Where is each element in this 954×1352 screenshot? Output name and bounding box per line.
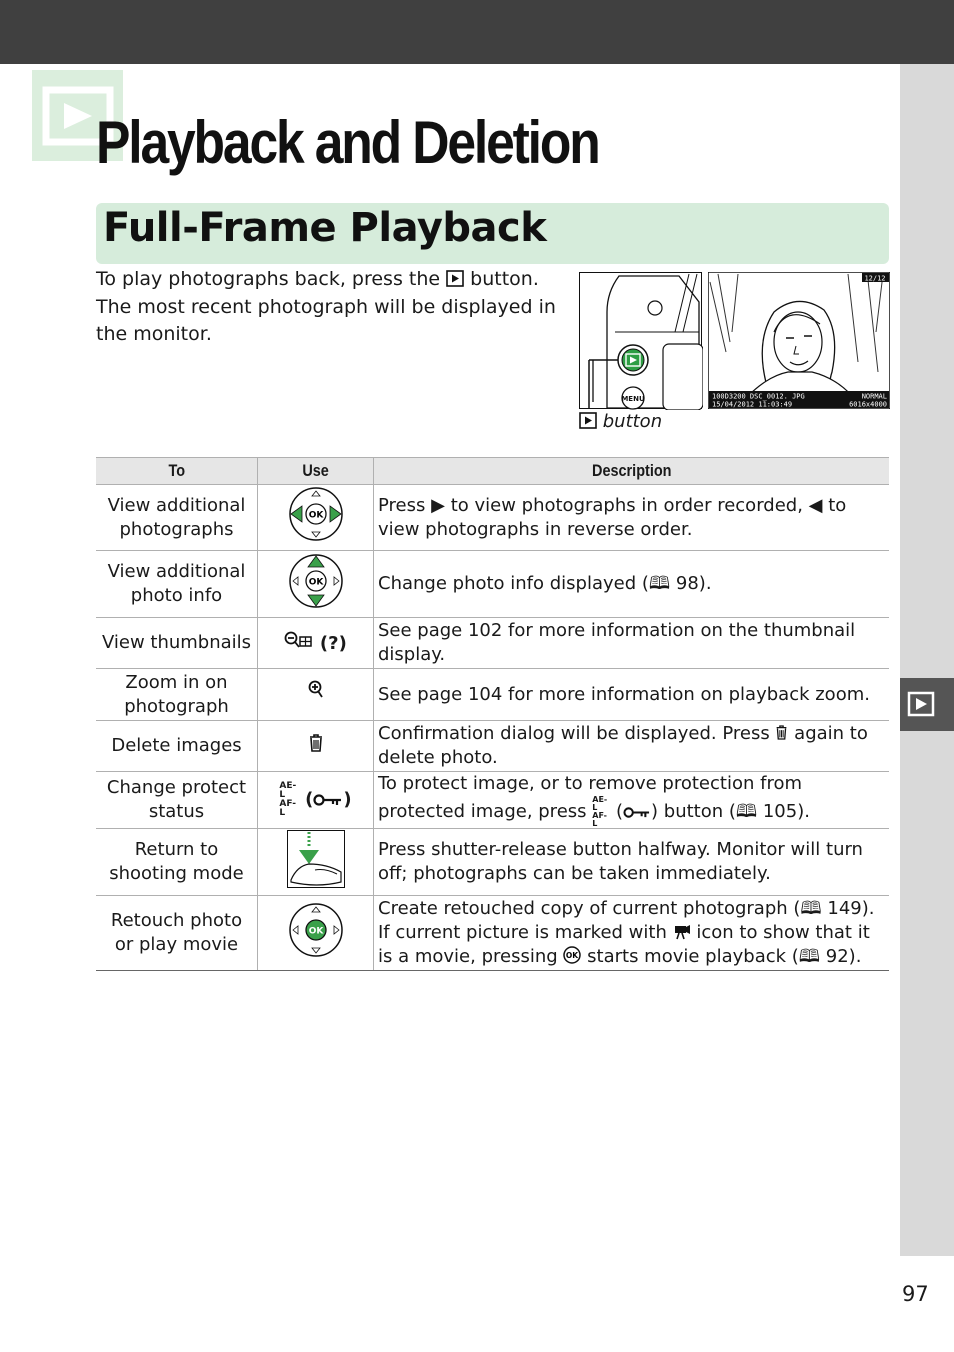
use-cell: [258, 485, 374, 551]
svg-text:OK: OK: [308, 926, 323, 936]
use-cell: [258, 829, 374, 896]
row-action: Zoom in on photograph: [96, 669, 258, 721]
use-cell: [258, 618, 374, 669]
figure-caption-text: button: [602, 411, 663, 432]
row-action: View thumbnails: [96, 618, 258, 669]
playback-operations-table: [96, 457, 889, 971]
row-action: Retouch photo or play movie: [96, 896, 258, 971]
use-cell: [258, 896, 374, 971]
chapter-title: Playback and Deletion: [96, 109, 599, 176]
table-header-row: [96, 458, 889, 485]
book-reference-icon: 🕮: [800, 898, 822, 919]
table-row: [96, 829, 889, 896]
multi-selector-left-right-icon: [288, 486, 344, 542]
row-description: See page 104 for more information on playback zoom.: [374, 669, 890, 721]
shutter-release-half-press-icon: [287, 830, 345, 888]
row-description: Press shutter-release button halfway. Monitor will turn off; photographs can be taken immediately.: [374, 829, 890, 896]
section-title: Full-Frame Playback: [103, 205, 547, 251]
chapter-sidebar: [900, 64, 954, 1256]
left-arrow-icon: ◀: [808, 494, 823, 516]
menu-button-label: MENU: [621, 395, 645, 403]
row-description: Create retouched copy of current photograph (🕮 149). If current picture is marked with icon to show that it is a movie, pressing OK starts movie playback (🕮 92).: [374, 896, 890, 971]
playback-tab-icon: [907, 690, 947, 720]
trash-icon: [308, 733, 324, 753]
multi-selector-ok-icon: [288, 902, 344, 958]
multi-selector-up-down-icon: [288, 553, 344, 609]
table-row: [96, 551, 889, 618]
svg-text:OK: OK: [308, 577, 323, 587]
thumbnail-zoom-out-icon: [284, 631, 314, 651]
use-cell: [258, 669, 374, 721]
header-use: Use: [258, 458, 374, 485]
movie-icon: [673, 924, 691, 940]
intro-text-b: button. The most recent photograph will be displayed in the monitor.: [96, 268, 556, 345]
chapter-tab[interactable]: [900, 678, 954, 731]
table-row: [96, 772, 889, 829]
book-reference-icon: 🕮: [648, 573, 671, 594]
table-row: [96, 896, 889, 971]
header-to: To: [96, 458, 258, 485]
top-bar: [0, 0, 954, 64]
row-description: To protect image, or to remove protection from protected image, press AE-L AF-L ( ) button (🕮 105).: [374, 772, 890, 829]
osd-frame-count: 12/12: [864, 274, 886, 283]
use-cell: [258, 772, 374, 829]
monitor-photo: [708, 272, 890, 409]
row-description: Press ▶ to view photographs in order recorded, ◀ to view photographs in reverse order.: [374, 485, 890, 551]
table-row: [96, 485, 889, 551]
book-reference-icon: 🕮: [735, 801, 758, 822]
intro-text: [96, 266, 566, 349]
zoom-in-icon: [308, 680, 324, 702]
ok-button-icon: [563, 946, 581, 964]
book-reference-icon: 🕮: [798, 946, 821, 967]
figure-caption: [579, 411, 662, 432]
row-description: Change photo info displayed (🕮 98).: [374, 551, 890, 618]
svg-text:OK: OK: [566, 951, 579, 960]
row-description: See page 102 for more information on the thumbnail display.: [374, 618, 890, 669]
ae-l-af-l-inline-icon: AE-L AF-L: [592, 795, 608, 828]
camera-back-illustration: [579, 272, 703, 410]
key-icon: [623, 806, 651, 819]
row-description: Confirmation dialog will be displayed. Press again to delete photo.: [374, 721, 890, 772]
ae-l-af-l-icon: AE-L AF-L: [279, 781, 297, 818]
row-action: Change protect status: [96, 772, 258, 829]
table-row: [96, 618, 889, 669]
help-button-label: (?): [319, 632, 347, 654]
protect-key-icon-close: ): [343, 789, 352, 810]
row-action: Delete images: [96, 721, 258, 772]
page-number: 97: [902, 1282, 929, 1306]
playback-button-icon: [579, 412, 597, 429]
intro-text-a: To play photographs back, press the: [96, 268, 441, 290]
row-action: View additional photo info: [96, 551, 258, 618]
row-action: Return to shooting mode: [96, 829, 258, 896]
osd-quality: NORMAL: [861, 392, 887, 401]
row-action: View additional photographs: [96, 485, 258, 551]
osd-datetime: 15/04/2012 11:03:49: [712, 400, 793, 409]
table-row: [96, 669, 889, 721]
trash-icon: [775, 724, 788, 741]
osd-folder-file: 100D3200 DSC_0012. JPG: [712, 392, 805, 401]
protect-key-icon: (: [305, 789, 314, 810]
use-cell: [258, 721, 374, 772]
table-row: [96, 721, 889, 772]
playback-button-icon: [446, 270, 464, 287]
key-icon: [313, 793, 343, 807]
use-cell: [258, 551, 374, 618]
svg-text:OK: OK: [308, 510, 323, 521]
osd-size: 6016x4000: [849, 400, 887, 409]
header-description: Description: [374, 458, 890, 485]
right-arrow-icon: ▶: [431, 494, 445, 516]
